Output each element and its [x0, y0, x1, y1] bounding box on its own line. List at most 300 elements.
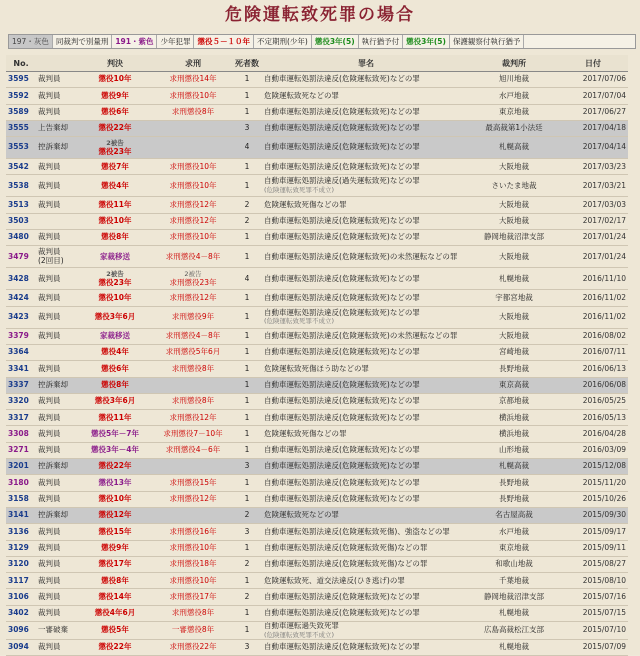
case-kind: 裁判員: [36, 589, 76, 605]
date: 2017/07/04: [558, 88, 628, 104]
requested-sentence: 求刑懲役18年: [154, 556, 232, 572]
crime-note: (危険運転致死罪不成立): [264, 630, 335, 639]
verdict-pre: 2被告: [106, 139, 124, 148]
verdict: 懲役22年: [76, 640, 154, 656]
case-kind: 裁判員: [36, 361, 76, 377]
case-kind: 裁判員: [36, 197, 76, 213]
requested-sentence-value: 求刑懲役23年: [169, 277, 217, 287]
court: 札幌高裁: [470, 459, 558, 475]
case-kind-value: 裁判員: [38, 247, 61, 257]
table-row[interactable]: [6, 361, 628, 377]
crime: 危険運転致死傷などの罪: [262, 197, 470, 213]
court: 大阪地裁: [470, 306, 558, 328]
court: 宮崎地裁: [470, 344, 558, 360]
requested-sentence: [154, 120, 232, 136]
court: さいたま地裁: [470, 175, 558, 197]
requested-sentence: 求刑懲役15年: [154, 475, 232, 491]
verdict: 懲役3年6月: [76, 306, 154, 328]
requested-sentence: [154, 377, 232, 393]
legend-item: 懲役3年(5): [312, 35, 359, 48]
case-no: 3096: [6, 622, 36, 640]
table-row[interactable]: [6, 507, 628, 523]
requested-sentence: 求刑懲役12年: [154, 213, 232, 229]
crime: 自動車運転処罰法違反(危険運転致死)などの罪: [262, 72, 470, 88]
crime: 自動車運転処罰法違反(危険運転致死傷)などの罪: [262, 540, 470, 556]
table-row[interactable]: [6, 589, 628, 605]
crime: 危険運転致死、道交法違反(ひき逃げ)の罪: [262, 573, 470, 589]
court: 横浜地裁: [470, 426, 558, 442]
case-kind: [36, 246, 76, 268]
table-row[interactable]: [6, 88, 628, 104]
death-count: 3: [232, 459, 262, 475]
case-no: 3364: [6, 344, 36, 360]
date: 2015/08/10: [558, 573, 628, 589]
table-row[interactable]: [6, 377, 628, 393]
court: 札幌地裁: [470, 640, 558, 656]
table-row[interactable]: [6, 159, 628, 175]
requested-sentence: 求刑懲役4－8年: [154, 246, 232, 268]
death-count: 1: [232, 361, 262, 377]
crime: 自動車運転処罰法違反(危険運転致死)などの罪: [262, 230, 470, 246]
date: 2016/11/02: [558, 290, 628, 306]
crime: 危険運転致死傷などの罪: [262, 426, 470, 442]
verdict: 懲役10年: [76, 290, 154, 306]
date: 2015/09/30: [558, 507, 628, 523]
date: 2017/07/06: [558, 72, 628, 88]
verdict: 懲役13年: [76, 475, 154, 491]
death-count: 2: [232, 197, 262, 213]
crime: 自動車運転処罰法違反(危険運転致死)などの罪: [262, 491, 470, 507]
court: 東京地裁: [470, 540, 558, 556]
verdict: 懲役10年: [76, 213, 154, 229]
case-kind: 裁判員: [36, 104, 76, 120]
death-count: 1: [232, 159, 262, 175]
court: 水戸地裁: [470, 88, 558, 104]
crime-text: 自動車運転処罰法違反(過失運転致死)などの罪: [264, 176, 420, 186]
verdict: [76, 268, 154, 290]
requested-sentence: 求刑懲役12年: [154, 197, 232, 213]
death-count: 3: [232, 524, 262, 540]
case-kind: 裁判員: [36, 290, 76, 306]
requested-sentence: 求刑懲役12年: [154, 491, 232, 507]
header-no[interactable]: No.: [6, 55, 36, 72]
requested-sentence: 求刑懲役10年: [154, 88, 232, 104]
court: 広島高裁松江支部: [470, 622, 558, 640]
table-row[interactable]: [6, 426, 628, 442]
date: 2016/04/28: [558, 426, 628, 442]
death-count: 4: [232, 137, 262, 159]
verdict: 懲役7年: [76, 159, 154, 175]
date: 2015/07/16: [558, 589, 628, 605]
court: 大阪地裁: [470, 246, 558, 268]
case-kind: 裁判員: [36, 393, 76, 409]
verdict: 家裁移送: [76, 328, 154, 344]
date: 2016/07/11: [558, 344, 628, 360]
date: 2015/07/09: [558, 640, 628, 656]
date: 2017/06/27: [558, 104, 628, 120]
table-row[interactable]: [6, 540, 628, 556]
case-kind: 裁判員: [36, 230, 76, 246]
verdict: 懲役6年: [76, 361, 154, 377]
date: 2017/02/17: [558, 213, 628, 229]
legend-item: 懲役５－１０年: [194, 35, 254, 48]
case-no: 3341: [6, 361, 36, 377]
death-count: 3: [232, 640, 262, 656]
death-count: 1: [232, 622, 262, 640]
date: 2017/03/21: [558, 175, 628, 197]
case-no: 3129: [6, 540, 36, 556]
case-kind: 裁判員: [36, 426, 76, 442]
case-kind: 裁判員: [36, 524, 76, 540]
case-kind: 一審破棄: [36, 622, 76, 640]
crime: [262, 175, 470, 197]
table-row[interactable]: [6, 213, 628, 229]
case-kind: 控訴棄却: [36, 507, 76, 523]
table-row[interactable]: [6, 393, 628, 409]
court: 長野地裁: [470, 491, 558, 507]
cases-table: [6, 55, 628, 656]
verdict: 懲役8年: [76, 230, 154, 246]
requested-sentence: 求刑懲役9年: [154, 306, 232, 328]
date: 2017/03/03: [558, 197, 628, 213]
death-count: 1: [232, 393, 262, 409]
crime: [262, 622, 470, 640]
case-kind: [36, 213, 76, 229]
case-no: 3317: [6, 410, 36, 426]
date: 2016/06/13: [558, 361, 628, 377]
verdict: 懲役9年: [76, 540, 154, 556]
requested-sentence: 求刑懲役17年: [154, 589, 232, 605]
date: 2016/03/09: [558, 442, 628, 458]
requested-sentence: 求刑懲役12年: [154, 410, 232, 426]
header-date[interactable]: 日付: [558, 55, 628, 72]
date: 2015/10/26: [558, 491, 628, 507]
date: 2017/01/24: [558, 246, 628, 268]
date: 2016/08/02: [558, 328, 628, 344]
requested-sentence: 求刑懲役10年: [154, 540, 232, 556]
case-no: 3513: [6, 197, 36, 213]
crime: 自動車運転処罰法違反(危険運転致死傷)などの罪: [262, 556, 470, 572]
case-no: 3106: [6, 589, 36, 605]
table-row[interactable]: [6, 410, 628, 426]
case-no: 3402: [6, 605, 36, 621]
table-row[interactable]: [6, 175, 628, 197]
verdict: 懲役5年: [76, 622, 154, 640]
case-no: 3180: [6, 475, 36, 491]
court: 東京高裁: [470, 377, 558, 393]
court: 大阪地裁: [470, 159, 558, 175]
legend-item: 懲役3年(5): [403, 35, 450, 48]
date: 2015/07/10: [558, 622, 628, 640]
verdict: 懲役15年: [76, 524, 154, 540]
crime-note: (危険運転致死罪不成立): [264, 185, 335, 194]
table-row[interactable]: [6, 290, 628, 306]
death-count: 1: [232, 540, 262, 556]
legend-item: 191・紫色: [112, 35, 157, 48]
court: 旭川地裁: [470, 72, 558, 88]
crime: 危険運転致死などの罪: [262, 507, 470, 523]
case-no: 3480: [6, 230, 36, 246]
case-kind: 裁判員: [36, 72, 76, 88]
case-kind: 控訴棄却: [36, 459, 76, 475]
table-row[interactable]: [6, 306, 628, 328]
case-no: 3553: [6, 137, 36, 159]
death-count: 2: [232, 213, 262, 229]
requested-sentence: [154, 268, 232, 290]
crime: 自動車運転処罰法違反(危険運転致死)などの罪: [262, 377, 470, 393]
death-count: 2: [232, 507, 262, 523]
court: 水戸地裁: [470, 524, 558, 540]
case-kind: [36, 344, 76, 360]
requested-sentence: [154, 507, 232, 523]
requested-sentence: 一審懲役8年: [154, 622, 232, 640]
court: 大阪地裁: [470, 328, 558, 344]
case-no: 3423: [6, 306, 36, 328]
crime: [262, 306, 470, 328]
case-kind: 裁判員: [36, 475, 76, 491]
court: 最高裁第1小法廷: [470, 120, 558, 136]
case-no: 3201: [6, 459, 36, 475]
requested-sentence: 求刑懲役4－6年: [154, 442, 232, 458]
table-row[interactable]: [6, 640, 628, 656]
table-row[interactable]: [6, 104, 628, 120]
case-no: 3271: [6, 442, 36, 458]
header-kind: [36, 55, 76, 72]
court: 大阪地裁: [470, 197, 558, 213]
verdict: 懲役11年: [76, 410, 154, 426]
case-no: 3158: [6, 491, 36, 507]
crime: 自動車運転処罰法違反(危険運転致死)などの罪: [262, 268, 470, 290]
case-kind: 裁判員: [36, 175, 76, 197]
legend-item: 執行猶予付: [359, 35, 404, 48]
date: 2017/01/24: [558, 230, 628, 246]
verdict: 懲役17年: [76, 556, 154, 572]
crime: 自動車運転処罰法違反(危険運転致死)などの罪: [262, 589, 470, 605]
crime-text: 自動車運転処罰法違反(危険運転致死)などの罪: [264, 307, 420, 317]
table-row[interactable]: [6, 344, 628, 360]
verdict: 懲役6年: [76, 104, 154, 120]
requested-sentence: 求刑懲役10年: [154, 159, 232, 175]
case-kind: 裁判員: [36, 410, 76, 426]
requested-sentence: 求刑懲役4－8年: [154, 328, 232, 344]
case-no: 3595: [6, 72, 36, 88]
case-kind: 裁判員: [36, 605, 76, 621]
date: 2015/08/27: [558, 556, 628, 572]
crime: 自動車運転処罰法違反(危険運転致死)などの罪: [262, 393, 470, 409]
requested-sentence: 求刑懲役10年: [154, 175, 232, 197]
legend-item: 不定期刑(少年): [254, 35, 312, 48]
date: 2016/11/10: [558, 268, 628, 290]
court: 長野地裁: [470, 361, 558, 377]
case-kind: 裁判員: [36, 159, 76, 175]
table-row[interactable]: [6, 197, 628, 213]
case-no: 3337: [6, 377, 36, 393]
case-kind: 控訴棄却: [36, 377, 76, 393]
crime: 自動車運転処罰法違反(危険運転致死)などの罪: [262, 120, 470, 136]
crime: 自動車運転処罰法違反(危険運転致死)などの罪: [262, 344, 470, 360]
requested-sentence: 求刑懲役7－10年: [154, 426, 232, 442]
death-count: 3: [232, 120, 262, 136]
death-count: 1: [232, 605, 262, 621]
court: 横浜地裁: [470, 410, 558, 426]
case-kind: 控訴棄却: [36, 137, 76, 159]
table-row[interactable]: [6, 573, 628, 589]
death-count: 1: [232, 306, 262, 328]
court: 京都地裁: [470, 393, 558, 409]
case-kind: 裁判員: [36, 573, 76, 589]
death-count: 1: [232, 573, 262, 589]
requested-sentence-pre: 2被告: [184, 270, 202, 279]
crime: 自動車運転処罰法違反(危険運転致死)などの罪: [262, 137, 470, 159]
court: 静岡地裁沼津支部: [470, 230, 558, 246]
requested-sentence: 求刑懲役8年: [154, 393, 232, 409]
case-no: 3503: [6, 213, 36, 229]
requested-sentence: 求刑懲役12年: [154, 290, 232, 306]
crime: 自動車運転処罰法違反(危険運転致死)などの罪: [262, 213, 470, 229]
court: 札幌高裁: [470, 137, 558, 159]
verdict-pre: 2被告: [106, 270, 124, 279]
date: 2015/11/20: [558, 475, 628, 491]
verdict: 懲役22年: [76, 120, 154, 136]
date: 2015/09/17: [558, 524, 628, 540]
case-no: 3141: [6, 507, 36, 523]
requested-sentence: 求刑懲役10年: [154, 573, 232, 589]
verdict: 懲役5年－7年: [76, 426, 154, 442]
crime: 自動車運転処罰法違反(危険運転致死傷)、強盗などの罪: [262, 524, 470, 540]
page-title: 危険運転致死罪の場合: [225, 5, 415, 25]
legend-item: 少年犯罪: [157, 35, 194, 48]
requested-sentence: 求刑懲役14年: [154, 72, 232, 88]
case-no: 3428: [6, 268, 36, 290]
death-count: 1: [232, 230, 262, 246]
table-row[interactable]: [6, 605, 628, 621]
header-verdict[interactable]: 判決: [76, 55, 154, 72]
case-no: 3320: [6, 393, 36, 409]
verdict: 懲役9年: [76, 88, 154, 104]
death-count: 1: [232, 410, 262, 426]
verdict: 懲役12年: [76, 507, 154, 523]
verdict: 家裁移送: [76, 246, 154, 268]
verdict: 懲役10年: [76, 491, 154, 507]
case-kind: 裁判員: [36, 540, 76, 556]
requested-sentence: [154, 137, 232, 159]
table-row[interactable]: [6, 120, 628, 136]
court: 静岡地裁沼津支部: [470, 589, 558, 605]
table-row[interactable]: [6, 622, 628, 640]
header-court[interactable]: 裁判所: [470, 55, 558, 72]
table-row[interactable]: [6, 328, 628, 344]
crime: 自動車運転処罰法違反(危険運転致死)などの罪: [262, 605, 470, 621]
verdict: 懲役22年: [76, 459, 154, 475]
case-no: 3094: [6, 640, 36, 656]
table-row[interactable]: [6, 442, 628, 458]
legend: [8, 34, 636, 49]
case-kind: 裁判員: [36, 442, 76, 458]
case-no: 3424: [6, 290, 36, 306]
table-row[interactable]: [6, 475, 628, 491]
date: 2016/05/13: [558, 410, 628, 426]
death-count: 1: [232, 426, 262, 442]
table-row[interactable]: [6, 268, 628, 290]
table-row[interactable]: [6, 459, 628, 475]
requested-sentence: 求刑懲役8年: [154, 104, 232, 120]
death-count: 1: [232, 377, 262, 393]
court: 東京地裁: [470, 104, 558, 120]
court: 山形地裁: [470, 442, 558, 458]
header-request[interactable]: 求刑: [154, 55, 232, 72]
crime: 自動車運転処罰法違反(危険運転致死)などの罪: [262, 290, 470, 306]
case-no: 3136: [6, 524, 36, 540]
case-kind: 裁判員: [36, 491, 76, 507]
case-kind: 裁判員: [36, 556, 76, 572]
death-count: 1: [232, 175, 262, 197]
court: 長野地裁: [470, 475, 558, 491]
legend-item: 197・灰色: [9, 35, 53, 48]
verdict: [76, 137, 154, 159]
date: 2017/04/14: [558, 137, 628, 159]
table-row[interactable]: [6, 491, 628, 507]
header-deaths[interactable]: 死者数: [232, 55, 262, 72]
date: 2016/11/02: [558, 306, 628, 328]
requested-sentence: 求刑懲役16年: [154, 524, 232, 540]
death-count: 2: [232, 589, 262, 605]
crime-note: (危険運転致死罪不成立): [264, 317, 335, 326]
verdict: 懲役4年6月: [76, 605, 154, 621]
table-row[interactable]: [6, 246, 628, 268]
death-count: 1: [232, 72, 262, 88]
table-row[interactable]: [6, 137, 628, 159]
death-count: 1: [232, 442, 262, 458]
table-header-row: [6, 55, 628, 72]
case-kind: 裁判員: [36, 328, 76, 344]
case-kind-note: (2回目): [38, 255, 64, 265]
verdict: 懲役11年: [76, 197, 154, 213]
crime: 自動車運転処罰法違反(危険運転致死)などの罪: [262, 104, 470, 120]
table-row[interactable]: [6, 230, 628, 246]
requested-sentence: 求刑懲役22年: [154, 640, 232, 656]
crime: 危険運転致死などの罪: [262, 88, 470, 104]
case-no: 3592: [6, 88, 36, 104]
crime: 危険運転致死傷ほう助などの罪: [262, 361, 470, 377]
header-crime[interactable]: 罪名: [262, 55, 470, 72]
requested-sentence: 求刑懲役10年: [154, 230, 232, 246]
requested-sentence: 求刑懲役8年: [154, 605, 232, 621]
table-row[interactable]: [6, 72, 628, 88]
case-no: 3117: [6, 573, 36, 589]
death-count: 2: [232, 556, 262, 572]
death-count: 4: [232, 268, 262, 290]
requested-sentence: 求刑懲役8年: [154, 361, 232, 377]
date: 2015/12/08: [558, 459, 628, 475]
crime: 自動車運転処罰法違反(危険運転致死)などの罪: [262, 159, 470, 175]
court: 宇都宮地裁: [470, 290, 558, 306]
legend-item: 同裁判で別量刑: [53, 35, 113, 48]
case-no: 3308: [6, 426, 36, 442]
crime: 自動車運転処罰法違反(危険運転致死)の未然運転などの罪: [262, 328, 470, 344]
death-count: 1: [232, 290, 262, 306]
date: 2017/03/23: [558, 159, 628, 175]
table-row[interactable]: [6, 524, 628, 540]
table-row[interactable]: [6, 556, 628, 572]
court: 札幌地裁: [470, 605, 558, 621]
case-kind: 裁判員: [36, 88, 76, 104]
court: 大阪地裁: [470, 213, 558, 229]
verdict: 懲役8年: [76, 573, 154, 589]
verdict: 懲役3年6月: [76, 393, 154, 409]
date: 2016/06/08: [558, 377, 628, 393]
verdict: 懲役4年: [76, 344, 154, 360]
verdict-value: 懲役23年: [98, 146, 132, 156]
